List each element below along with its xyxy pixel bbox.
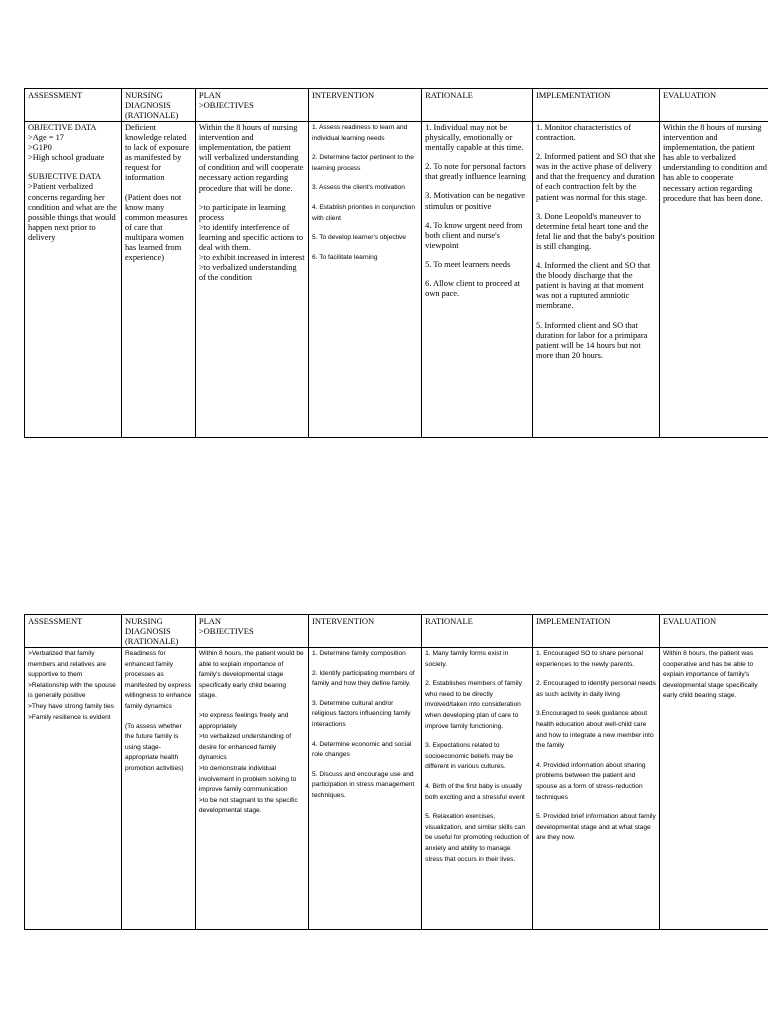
- intervention-item: 1. Assess readiness to learn and individual learning needs: [312, 124, 408, 142]
- implementation-item: 4. Provided information about sharing problems between the patient and spouse as a form of stress-reduction techniques: [535, 761, 646, 801]
- intervention-item: 4. Establish priorities in conjunction with client: [312, 203, 415, 222]
- diagnosis-cell: [121, 122, 195, 438]
- rationale-cell: [422, 648, 533, 930]
- assessment-cell: [25, 122, 122, 438]
- implementation-cell: [532, 122, 659, 438]
- rationale-item: 4. Birth of the first baby is usually both exciting and a stressful event: [425, 782, 525, 801]
- header-implementation: IMPLEMENTATION: [532, 615, 659, 648]
- intervention-cell: [309, 648, 422, 930]
- content-row: [25, 648, 768, 930]
- header-rationale: RATIONALE: [422, 615, 533, 648]
- header-evaluation: EVALUATION: [659, 615, 768, 648]
- implementation-item: 1. Encouraged SO to share personal experiences to the newly parents.: [535, 650, 644, 668]
- implementation-item: 3. Done Leopold's maneuver to determine fetal heart tone and the fetal lie and that the baby's position is still changing.: [535, 211, 655, 251]
- header-rationale: RATIONALE: [422, 89, 533, 122]
- header-assessment: ASSESSMENT: [25, 89, 122, 122]
- rationale-item: 1. Many family forms exist in society.: [425, 650, 509, 668]
- intervention-item: 1. Determine family composition: [312, 650, 406, 657]
- content-row: [25, 122, 768, 438]
- plan-objectives: >to participate in learning process >to identify interference of learning and specific actions to deal with them. >to exhibit increased in interest >to verbalized understanding of the condition: [198, 202, 305, 283]
- plan-objectives: >to express feelings freely and appropriately >to verbalized understanding of desire for enhanced family dynamics >to demonstrate individual involvement in problem solving to improve family communication >to be not stagnant to the specific developmental stage.: [198, 711, 298, 815]
- plan-cell: [195, 648, 308, 930]
- implementation-cell: [532, 648, 659, 930]
- intervention-item: 3. Determine cultural and/or religious factors influencing family interactions: [312, 699, 411, 728]
- header-intervention: INTERVENTION: [309, 615, 422, 648]
- header-intervention: INTERVENTION: [309, 89, 422, 122]
- intervention-item: 6. To facilitate learning: [312, 253, 378, 261]
- evaluation-cell: [659, 648, 768, 930]
- rationale-item: 1. Individual may not be physically, emotionally or mentally capable at this time.: [425, 123, 524, 153]
- implementation-item: 2. Encouraged to identify personal needs as such activity in daily living: [535, 680, 656, 698]
- header-implementation: IMPLEMENTATION: [532, 89, 659, 122]
- implementation-item: 2. Informed patient and SO that she was in the active phase of delivery and that the frequency and duration of each contraction felt by the patient was normal for this stage.: [535, 152, 656, 202]
- objective-data: OBJECTIVE DATA >Age = 17 >G1P0 >High school graduate: [28, 123, 105, 163]
- diagnosis-text: Deficient knowledge related to lack of exposure as manifested by request for information: [124, 123, 189, 183]
- assessment-text: >Verbalized that family members and relatives are supportive to them >Relationship with the spouse is generally positive >They have strong family ties >Family resilience is evident: [28, 650, 116, 721]
- diagnosis-rationale: (Patient does not know many common measures of care that multipara women has learned from experience): [124, 192, 188, 263]
- rationale-item: 6. Allow client to proceed at own pace.: [425, 279, 521, 299]
- header-plan: PLAN >OBJECTIVES: [195, 615, 308, 648]
- header-plan: PLAN >OBJECTIVES: [195, 89, 308, 122]
- implementation-item: 3.Encouraged to seek guidance about health education about well-child care and how to integrate a new member into the family: [535, 710, 654, 750]
- rationale-item: 3. Motivation can be negative stimulus or positive: [425, 191, 525, 211]
- header-nursing-diagnosis: NURSING DIAGNOSIS (RATIONALE): [121, 89, 195, 122]
- implementation-item: 1. Monitor characteristics of contraction.: [535, 123, 631, 143]
- rationale-item: 2. To note for personal factors that greatly influence learning: [425, 162, 526, 182]
- diagnosis-text: Readiness for enhanced family processes as manifested by express willingness to enhance family dynamics: [124, 650, 192, 710]
- header-row: [25, 89, 768, 122]
- header-evaluation: EVALUATION: [659, 89, 768, 122]
- evaluation-text: Within 8 hours, the patient was cooperative and has be able to explain importance of family's developmental stage specifically early child bearing stage.: [662, 650, 758, 700]
- care-plan-table-2: [24, 614, 768, 930]
- intervention-item: 2. Determine factor pertinent to the learning process: [312, 154, 414, 172]
- evaluation-cell: [659, 122, 768, 438]
- rationale-item: 3. Expectations related to socioeconomic beliefs may be different in various cultures.: [425, 742, 514, 771]
- intervention-item: 5. To develop learner's objective: [312, 234, 406, 242]
- diagnosis-rationale: (To assess whether the future family is using stage-appropriate health promotion activities): [124, 722, 184, 772]
- rationale-item: 5. To meet learners needs: [425, 259, 511, 269]
- evaluation-text: Within the 8 hours of nursing intervention and implementation, the patient has able to verbalized understanding to condition and has able to cooperate necessary action regarding procedure that has been done.: [662, 123, 767, 203]
- plan-cell: [195, 122, 308, 438]
- care-plan-table-1: [24, 88, 768, 438]
- implementation-item: 5. Provided brief information about family developmental stage and at what stage are they now.: [535, 813, 656, 842]
- rationale-cell: [422, 122, 533, 438]
- assessment-cell: [25, 648, 122, 930]
- intervention-item: 3. Assess the client's motivation: [312, 184, 405, 192]
- plan-goal: Within the 8 hours of nursing intervention and implementation, the patient will verbalized understanding of condition and will cooperate necessary action regarding procedure that will be done.: [198, 123, 304, 193]
- subjective-data: SUBJECTIVE DATA >Patient verbalized concerns regarding her condition and what are the possible things that would happen next prior to delivery: [28, 172, 117, 242]
- implementation-item: 4. Informed the client and SO that the bloody discharge that the patient is having at that moment was not a ruptured amniotic membrane.: [535, 261, 651, 311]
- intervention-item: 4. Determine economic and social role changes: [312, 740, 412, 759]
- rationale-item: 2. Establishes members of family who need to be directly involved/taken into consideration when developing plan of care to improve family functioning.: [425, 680, 522, 730]
- intervention-cell: [309, 122, 422, 438]
- header-row: [25, 615, 768, 648]
- header-assessment: ASSESSMENT: [25, 615, 122, 648]
- intervention-item: 2. Identify participating members of family and how they define family.: [312, 669, 415, 688]
- implementation-item: 5. Informed client and SO that duration for labor for a primipara patient will be 14 hours but not more than 20 hours.: [535, 320, 648, 360]
- intervention-item: 5. Discuss and encourage use and participation in stress management techniques.: [312, 770, 415, 799]
- header-nursing-diagnosis: NURSING DIAGNOSIS (RATIONALE): [121, 615, 195, 648]
- rationale-item: 4. To know urgent need from both client and nurse's viewpoint: [425, 220, 523, 250]
- plan-goal: Within 8 hours, the patient would be able to explain importance of family's developmental stage specifically early child bearing stage.: [198, 650, 304, 700]
- diagnosis-cell: [121, 648, 195, 930]
- rationale-item: 5. Relaxation exercises, visualization, and similar skills can be useful for promoting reduction of anxiety and ability to manage stress that occurs in their lives.: [425, 813, 529, 863]
